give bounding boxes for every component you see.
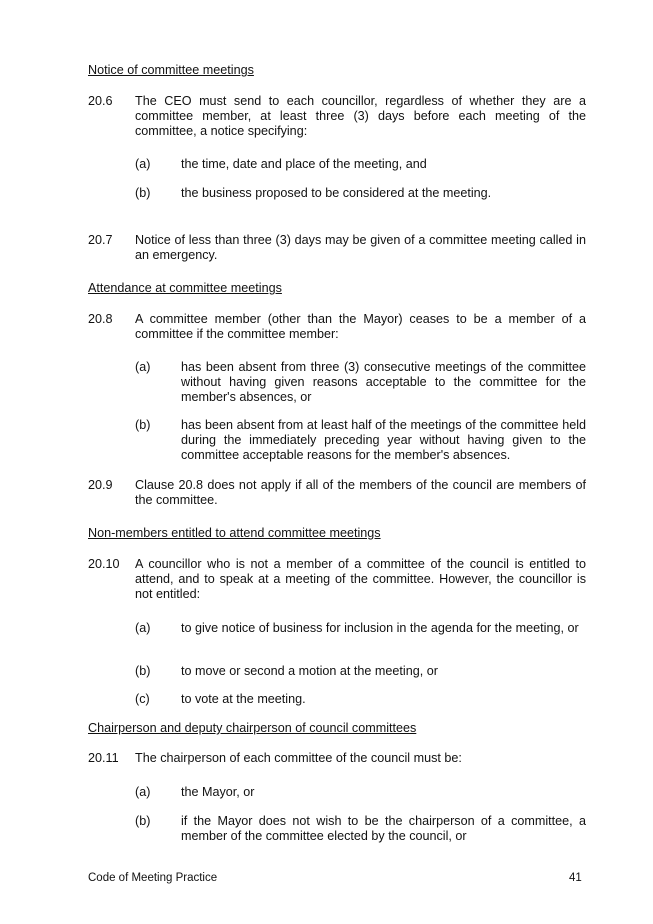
clause-number: 20.11 (88, 751, 119, 765)
clause-text: The chairperson of each committee of the council must be: (135, 751, 462, 765)
clause-number: 20.7 (88, 233, 113, 247)
section-heading-notice: Notice of committee meetings (88, 63, 254, 77)
clause-number: 20.9 (88, 478, 113, 492)
section-heading-non-members: Non-members entitled to attend committee meetings (88, 526, 381, 540)
item-label: (a) (135, 360, 151, 374)
clause-number: 20.10 (88, 557, 120, 571)
item-text: has been absent from three (3) consecutive meetings of the committee without having given reasons acceptable to the committee for the member's absences, or (181, 360, 586, 404)
item-text: to give notice of business for inclusion in the agenda for the meeting, or (181, 621, 579, 635)
item-text: the Mayor, or (181, 785, 255, 799)
item-label: (b) (135, 814, 151, 828)
clause-number: 20.6 (88, 94, 113, 108)
item-text: to move or second a motion at the meeting, or (181, 664, 438, 678)
footer-title: Code of Meeting Practice (88, 872, 218, 884)
item-label: (b) (135, 418, 151, 432)
section-heading-chairperson: Chairperson and deputy chairperson of council committees (88, 721, 417, 735)
clause-text: Notice of less than three (3) days may be given of a committee meeting called in an emergency. (135, 233, 586, 262)
item-text: has been absent from at least half of the meetings of the committee held during the immediately preceding year without having given to the committee acceptable reasons for the member's absences. (181, 418, 586, 462)
clause-text: A councillor who is not a member of a committee of the council is entitled to attend, and to speak at a meeting of the committee. However, the councillor is not entitled: (135, 557, 586, 601)
section-heading-attendance: Attendance at committee meetings (88, 281, 282, 295)
clause-text: A committee member (other than the Mayor) ceases to be a member of a committee if the committee member: (135, 312, 586, 341)
clause-text: The CEO must send to each councillor, regardless of whether they are a committee member, at least three (3) days before each meeting of the committee, a notice specifying: (135, 94, 586, 138)
item-text: the business proposed to be considered at the meeting. (181, 186, 492, 200)
item-label: (a) (135, 157, 151, 171)
clause-number: 20.8 (88, 312, 113, 326)
item-text: to vote at the meeting. (181, 692, 306, 706)
item-label: (a) (135, 621, 151, 635)
item-label: (b) (135, 186, 151, 200)
item-text: the time, date and place of the meeting, and (181, 157, 427, 171)
item-text: if the Mayor does not wish to be the chairperson of a committee, a member of the committee elected by the council, or (181, 814, 586, 843)
item-label: (a) (135, 785, 151, 799)
item-label: (b) (135, 664, 151, 678)
clause-text: Clause 20.8 does not apply if all of the members of the council are members of the committee. (135, 478, 586, 507)
page-number: 41 (569, 872, 582, 884)
item-label: (c) (135, 692, 150, 706)
